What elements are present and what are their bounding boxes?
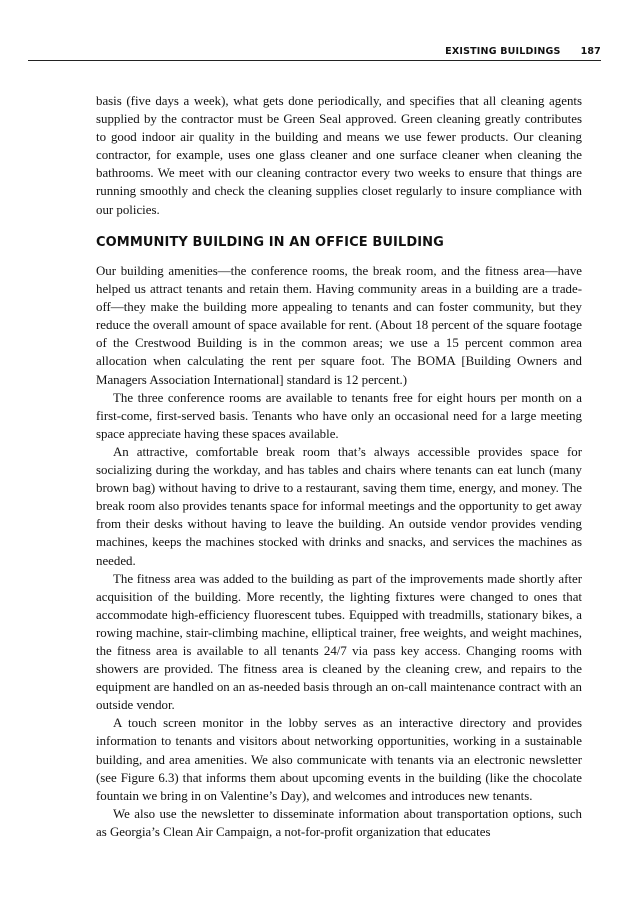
section-heading: COMMUNITY BUILDING IN AN OFFICE BUILDING <box>96 235 444 250</box>
intro-text-block <box>96 92 582 219</box>
running-head <box>28 46 601 57</box>
header-rule <box>28 60 601 61</box>
paragraph-fitness-area: The fitness area was added to the building as part of the improvements made shortly after acquisition of the building. More recently, the lighting fixtures were changed to ones that accommodate high-efficiency fluorescent tubes. Equipped with treadmills, stationary bikes, a rowing machine, stair-climbing machine, elliptical trainer, free weights, and weight machines, the fitness area is available to all tenants 24/7 via pass key access. Changing rooms with showers are provided. The fitness area is cleaned by the cleaning crew, and repairs to the equipment are handled on an as-needed basis through an on-call maintenance contract with an outside vendor. <box>96 571 582 713</box>
section-body <box>96 262 582 841</box>
running-title: EXISTING BUILDINGS <box>445 46 561 57</box>
paragraph-newsletter: We also use the newsletter to disseminate information about transportation options, such as Georgia’s Clean Air Campaign, a not-for-profit organization that educates <box>96 806 582 839</box>
paragraph-lobby-monitor: A touch screen monitor in the lobby serves as an interactive directory and provides information to tenants and visitors about networking opportunities, working in a sustainable building, and area amenities. We also communicate with tenants via an electronic newsletter (see Figure 6.3) that informs them about upcoming events in the building (like the chocolate fountain we bring in on Valentine’s Day), and welcomes and introduces new tenants. <box>96 716 582 803</box>
page-number: 187 <box>580 46 601 57</box>
paragraph-conference-rooms: The three conference rooms are available to tenants free for eight hours per month on a first-come, first-served basis. Tenants who have only an occasional need for a large meeting space appreciate having these spaces available. <box>96 390 582 441</box>
paragraph-break-room: An attractive, comfortable break room that’s always accessible provides space for socializing during the workday, and has tables and chairs where tenants can eat lunch (many brown bag) without having to drive to a restaurant, saving them time, energy, and money. The break room also provides tenants space for informal meetings and the opportunity to get away from their desks without having to leave the building. An outside vendor provides vending machines, keeps the machines stocked with drinks and snacks, and services the machines as needed. <box>96 444 582 568</box>
paragraph-amenities: Our building amenities—the conference rooms, the break room, and the fitness area—have helped us attract tenants and retain them. Having community areas in a building are a trade-off—they make the building more appealing to tenants and can foster community, but they reduce the overall amount of space available for rent. (About 18 percent of the square footage of the Crestwood Building is in the common areas; we use a 15 percent common area allocation when calculating the rent per square foot. The BOMA [Building Owners and Managers Association International] standard is 12 percent.) <box>96 264 582 387</box>
intro-paragraph: basis (five days a week), what gets done periodically, and specifies that all cleaning agents supplied by the contractor must be Green Seal approved. Green cleaning greatly contributes to good indoor air quality in the building and means we use fewer products. Our cleaning contractor, for example, uses one glass cleaner and one surface cleaner when cleaning the bathrooms. We meet with our cleaning contractor every two weeks to ensure that things are running smoothly and check the cleaning supplies closet regularly to insure compliance with our policies. <box>96 94 582 217</box>
